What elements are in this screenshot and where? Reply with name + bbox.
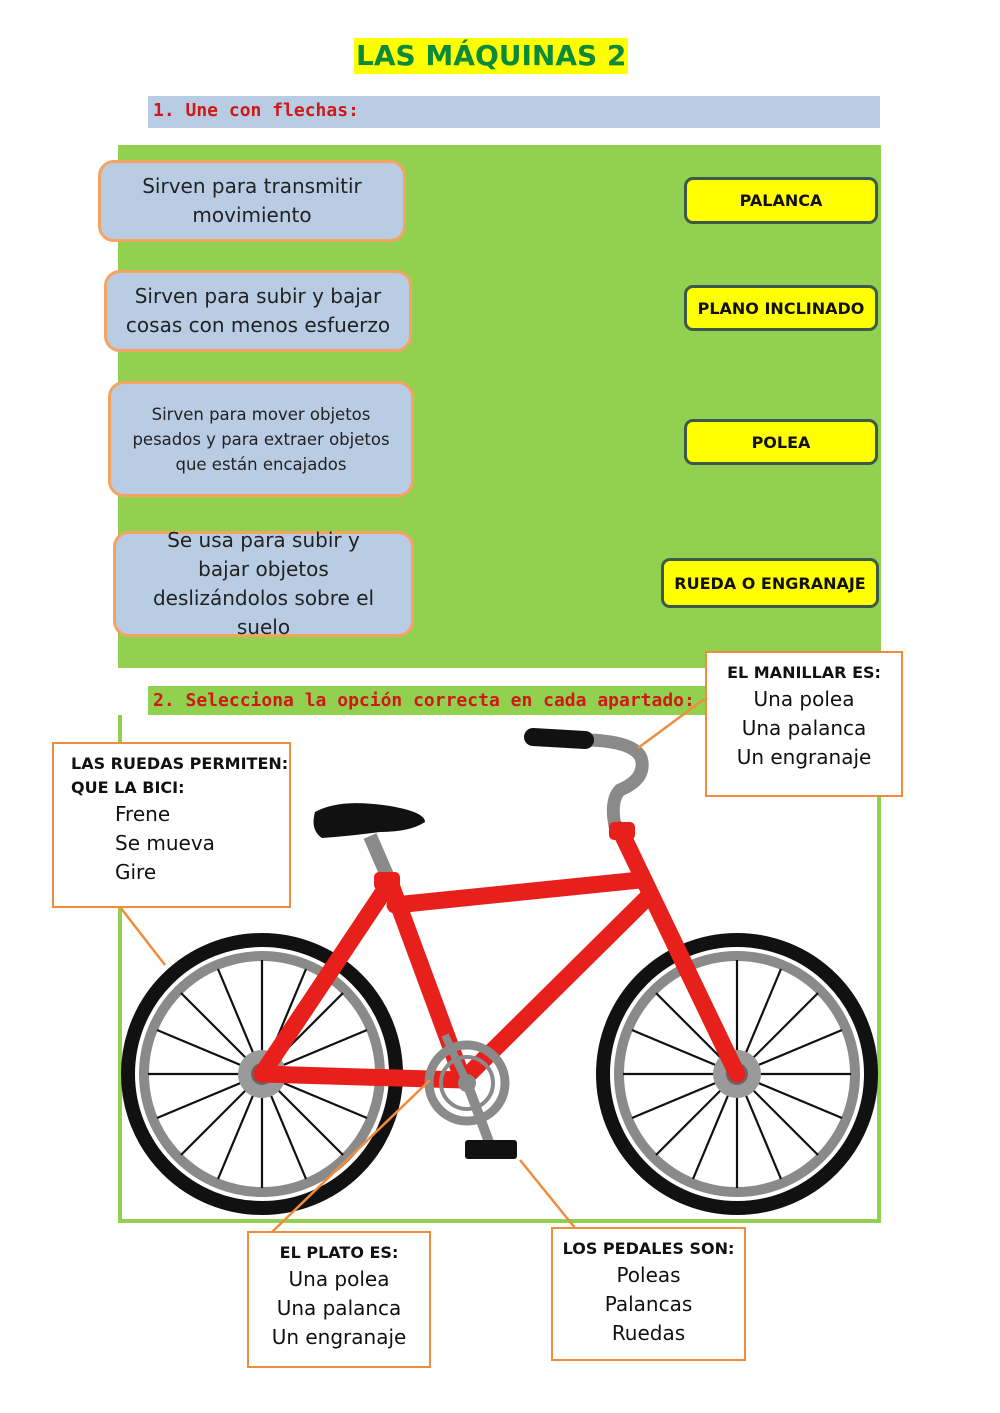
callout-plato-header: EL PLATO ES: — [279, 1243, 399, 1262]
page-title: LAS MÁQUINAS 2 — [356, 39, 627, 72]
callout-ruedas-header-1: LAS RUEDAS PERMITEN: — [71, 754, 289, 773]
callout-manillar — [705, 651, 903, 797]
option-ruedas-3[interactable]: Gire — [115, 860, 157, 884]
option-ruedas-1[interactable]: Frene — [115, 802, 171, 826]
handlebar — [590, 740, 642, 826]
answer-label: RUEDA O ENGRANAJE — [674, 573, 866, 593]
callout-ruedas — [52, 742, 291, 908]
definition-text: Sirven para transmitir movimiento — [142, 174, 362, 227]
callout-pedales — [551, 1227, 746, 1361]
seat — [314, 803, 425, 838]
option-manillar-2[interactable]: Una palanca — [741, 716, 867, 740]
answer-label: POLEA — [751, 432, 811, 452]
option-plato-3[interactable]: Un engranaje — [271, 1325, 407, 1349]
pedal — [465, 1140, 517, 1159]
option-pedales-2[interactable]: Palancas — [604, 1292, 693, 1316]
answer-label: PLANO INCLINADO — [697, 298, 865, 318]
answer-label: PALANCA — [739, 191, 823, 210]
definition-text: Sirven para mover objetos pesados y para extraer objetos que están encajados — [132, 404, 390, 474]
option-plato-2[interactable]: Una palanca — [276, 1296, 402, 1320]
chainring — [429, 1035, 517, 1159]
option-plato-1[interactable]: Una polea — [288, 1267, 390, 1291]
callout-manillar-header: EL MANILLAR ES: — [727, 663, 881, 682]
callout-pedales-header: LOS PEDALES SON: — [562, 1239, 735, 1258]
section1-heading: 1. Une con flechas: — [153, 100, 359, 121]
definition-text: Sirven para subir y bajar cosas con menos esfuerzo — [125, 284, 391, 337]
definition-text: Se usa para subir y bajar objetos deslizándolos sobre el suelo — [152, 528, 375, 639]
option-manillar-3[interactable]: Un engranaje — [736, 745, 872, 769]
option-pedales-3[interactable]: Ruedas — [611, 1321, 686, 1345]
section2-heading: 2. Selecciona la opción correcta en cada apartado: — [153, 690, 695, 711]
option-pedales-1[interactable]: Poleas — [616, 1263, 681, 1287]
callout-plato — [247, 1231, 431, 1368]
callout-ruedas-header-2: QUE LA BICI: — [71, 778, 185, 797]
option-ruedas-2[interactable]: Se mueva — [115, 831, 215, 855]
option-manillar-1[interactable]: Una polea — [753, 687, 855, 711]
